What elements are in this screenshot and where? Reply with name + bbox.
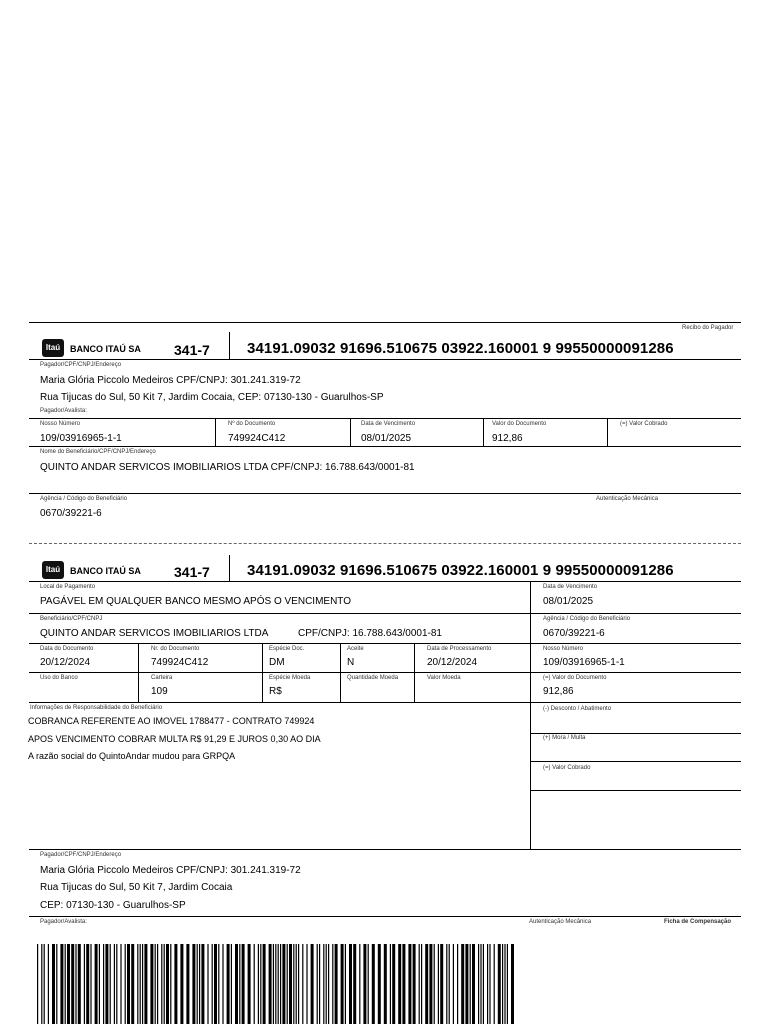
slip-nosso-numero-label: Nosso Número	[543, 646, 584, 652]
barcode-bar	[65, 944, 66, 1024]
barcode-bar	[472, 944, 475, 1024]
receipt-top-rule	[29, 322, 741, 323]
barcode-bar	[421, 944, 422, 1024]
barcode-bar	[258, 944, 259, 1024]
slip-accept: N	[347, 657, 355, 668]
slip-right-rule-1	[530, 733, 741, 734]
slip-agency: 0670/39221-6	[543, 628, 605, 639]
slip-fine-label: (+) Mora / Multa	[543, 735, 586, 741]
slip-nosso-numero: 109/03916965-1-1	[543, 657, 625, 668]
barcode-bar	[150, 944, 153, 1024]
slip-accept-label: Aceite	[347, 646, 364, 652]
barcode-bar	[478, 944, 479, 1024]
barcode-bar	[289, 944, 292, 1024]
slip-due: 08/01/2025	[543, 596, 594, 607]
slip-currency-label: Espécie Moeda	[269, 675, 311, 681]
slip-header-rule	[29, 581, 741, 582]
barcode-bar	[71, 944, 74, 1024]
barcode-bar	[489, 944, 490, 1024]
barcode-bar	[116, 944, 117, 1024]
barcode-bar	[254, 944, 255, 1024]
barcode-bar	[86, 944, 89, 1024]
barcode-bar	[52, 944, 55, 1024]
barcode-bar	[461, 944, 464, 1024]
barcode-bar	[186, 944, 189, 1024]
slip-qty-label: Quantidade Moeda	[347, 675, 399, 681]
barcode-bar	[231, 944, 232, 1024]
barcode-bar	[137, 944, 138, 1024]
barcode-bar	[363, 944, 366, 1024]
receipt-nosso-numero: 109/03916965-1-1	[40, 433, 122, 444]
receipt-title: Recibo do Pagador	[682, 325, 734, 331]
slip-doc-value-label: (=) Valor do Documento	[543, 675, 607, 681]
barcode-bar	[84, 944, 85, 1024]
barcode-bar	[67, 944, 70, 1024]
barcode-bar	[372, 944, 375, 1024]
barcode-bar	[398, 944, 401, 1024]
barcode-bar	[429, 944, 432, 1024]
receipt-beneficiary: QUINTO ANDAR SERVICOS IMOBILIARIOS LTDA CPF/CNPJ: 16.788.643/0001-81	[40, 462, 415, 473]
barcode-bar	[99, 944, 100, 1024]
barcode-bar	[275, 944, 276, 1024]
barcode-bar	[402, 944, 405, 1024]
barcode-bar	[214, 944, 217, 1024]
slip-kind-label: Espécie Doc.	[269, 646, 305, 652]
slip-bank-use-label: Uso do Banco	[40, 675, 78, 681]
slip-row-rule-6	[29, 916, 741, 917]
slip-kind: DM	[269, 657, 285, 668]
barcode-bar	[457, 944, 458, 1024]
receipt-agency: 0670/39221-6	[40, 508, 102, 519]
barcode-bar	[197, 944, 198, 1024]
bank-code-2: 341-7	[174, 564, 210, 580]
slip-payer-address-2: CEP: 07130-130 - Guarulhos-SP	[40, 900, 186, 911]
barcode-bar	[296, 944, 297, 1024]
barcode-bar	[127, 944, 130, 1024]
itau-logo-2: Itaú	[42, 561, 64, 579]
barcode-bar	[242, 944, 245, 1024]
itau-logo: Itaú	[42, 339, 64, 357]
slip-num-doc: 749924C412	[151, 657, 209, 668]
barcode-bar	[170, 944, 171, 1024]
barcode-bar	[157, 944, 158, 1024]
barcode-bar	[311, 944, 314, 1024]
slip-right-rule-2	[530, 761, 741, 762]
barcode-bar	[48, 944, 49, 1024]
slip-row-rule-4	[29, 702, 741, 703]
barcode-bar	[368, 944, 369, 1024]
barcode-bar	[60, 944, 63, 1024]
slip-currency: R$	[269, 686, 282, 697]
receipt-row-rule-2	[29, 446, 741, 447]
barcode-bar	[349, 944, 352, 1024]
barcode-bar	[326, 944, 327, 1024]
barcode-bar	[470, 944, 471, 1024]
receipt-nosso-numero-label: Nosso Número	[40, 421, 81, 427]
barcode-bar	[449, 944, 450, 1024]
barcode-bar	[280, 944, 281, 1024]
slip-comp-label: Ficha de Compensação	[664, 919, 732, 925]
slip-info-line-2: APOS VENCIMENTO COBRAR MULTA R$ 91,29 E JUROS 0,30 AO DIA	[28, 734, 321, 744]
barcode-bar	[487, 944, 488, 1024]
barcode-bar	[507, 944, 508, 1024]
barcode-bar	[306, 944, 307, 1024]
slip-doc-date-label: Data do Documento	[40, 646, 94, 652]
cut-line	[29, 543, 741, 544]
receipt-payer-name: Maria Glória Piccolo Medeiros CPF/CNPJ: 301.241.319-72	[40, 375, 301, 386]
barcode-bar	[328, 944, 329, 1024]
receipt-auth-label: Autenticação Mecânica	[596, 496, 659, 502]
slip-value-label: Valor Moeda	[427, 675, 461, 681]
header-divider-2	[229, 555, 230, 581]
barcode-bar	[110, 944, 111, 1024]
bank-name: BANCO ITAÚ SA	[70, 344, 141, 354]
barcode-bar	[341, 944, 344, 1024]
receipt-num-doc: 749924C412	[228, 433, 286, 444]
receipt-due: 08/01/2025	[361, 433, 412, 444]
digitable-line-2[interactable]: 34191.09032 91696.510675 03922.160001 9 99550000091286	[247, 562, 674, 579]
barcode-bar	[511, 944, 514, 1024]
barcode-bar	[192, 944, 195, 1024]
barcode-bar	[164, 944, 165, 1024]
barcode-bar	[440, 944, 443, 1024]
slip-payment-place-label: Local de Pagamento	[40, 584, 96, 590]
barcode-bar	[278, 944, 279, 1024]
slip-beneficiary-name: QUINTO ANDAR SERVICOS IMOBILIARIOS LTDA	[40, 628, 269, 639]
barcode-bar	[384, 944, 387, 1024]
barcode-bar	[222, 944, 223, 1024]
barcode-bar	[75, 944, 76, 1024]
slip-info-line-3: A razão social do QuintoAndar mudou para GRPQA	[28, 751, 236, 761]
barcode-bar	[302, 944, 303, 1024]
slip-agency-label: Agência / Código do Beneficiário	[543, 616, 631, 622]
slip-proc-date-label: Data de Processamento	[427, 646, 492, 652]
barcode-bar	[287, 944, 288, 1024]
barcode-bar	[180, 944, 183, 1024]
barcode-bar	[353, 944, 356, 1024]
barcode-bar	[392, 944, 395, 1024]
receipt-col-divider-3	[483, 418, 484, 446]
barcode-bar	[125, 944, 126, 1024]
slip-doc-date: 20/12/2024	[40, 657, 91, 668]
slip-row-rule-2	[29, 643, 741, 644]
barcode-bar	[419, 944, 420, 1024]
barcode-bar	[502, 944, 503, 1024]
barcode-bar	[465, 944, 468, 1024]
barcode-bar	[335, 944, 338, 1024]
barcode-bar	[319, 944, 320, 1024]
slip-guarantor-label: Pagador/Avalista:	[40, 919, 87, 925]
slip-info-label: Informações de Responsabilidade do Beneficiário	[30, 705, 163, 711]
barcode-bar	[140, 944, 141, 1024]
digitable-line[interactable]: 34191.09032 91696.510675 03922.160001 9 99550000091286	[247, 340, 674, 357]
barcode-bar	[142, 944, 143, 1024]
barcode-bar	[480, 944, 481, 1024]
receipt-doc-value-label: Valor do Documento	[492, 421, 547, 427]
barcode-bar	[120, 944, 121, 1024]
slip-payer-address-1: Rua Tijucas do Sul, 50 Kit 7, Jardim Cocaia	[40, 882, 233, 893]
barcode-bar	[227, 944, 230, 1024]
barcode-bar	[453, 944, 454, 1024]
barcode-bar	[90, 944, 91, 1024]
barcode-bar	[434, 944, 435, 1024]
slip-info-line-1: COBRANCA REFERENTE AO IMOVEL 1788477 - CONTRATO 749924	[28, 716, 315, 726]
receipt-payer-address: Rua Tijucas do Sul, 50 Kit 7, Jardim Cocaia, CEP: 07130-130 - Guarulhos-SP	[40, 392, 384, 403]
barcode-bar	[174, 944, 177, 1024]
barcode-bar	[282, 944, 285, 1024]
barcode-bar	[212, 944, 213, 1024]
receipt-header-rule	[29, 359, 741, 360]
barcode-bar	[446, 944, 447, 1024]
barcode-bar	[103, 944, 104, 1024]
barcode-bar	[438, 944, 439, 1024]
slip-auth-label: Autenticação Mecânica	[529, 919, 592, 925]
receipt-col-divider-1	[215, 418, 216, 446]
barcode-bar	[293, 944, 294, 1024]
barcode-bar	[345, 944, 346, 1024]
slip-doc-value: 912,86	[543, 686, 574, 697]
barcode-bar	[144, 944, 147, 1024]
barcode-bar	[390, 944, 391, 1024]
receipt-guarantor-label: Pagador/Avalista:	[40, 408, 87, 414]
barcode-bar	[207, 944, 208, 1024]
slip-row-rule-1	[29, 613, 741, 614]
receipt-row-rule-1	[29, 418, 741, 419]
slip-right-divider	[530, 581, 531, 849]
bank-code: 341-7	[174, 342, 210, 358]
slip-payer-label: Pagador/CPF/CNPJ/Endereço	[40, 852, 122, 858]
barcode-bar	[166, 944, 169, 1024]
receipt-col-divider-4	[607, 418, 608, 446]
receipt-payer-label: Pagador/CPF/CNPJ/Endereço	[40, 362, 122, 368]
receipt-beneficiary-label: Nome do Beneficiário/CPF/CNPJ/Endereço	[40, 449, 156, 455]
barcode-bar	[483, 944, 484, 1024]
slip-wallet-label: Carteira	[151, 675, 173, 681]
slip-beneficiary-doc: CPF/CNPJ: 16.788.643/0001-81	[298, 628, 442, 639]
barcode-bar	[155, 944, 156, 1024]
barcode-bar	[378, 944, 381, 1024]
bank-name-2: BANCO ITAÚ SA	[70, 566, 141, 576]
barcode-bar	[298, 944, 299, 1024]
receipt-row-rule-3	[29, 493, 741, 494]
slip-num-doc-label: Nr. do Documento	[151, 646, 200, 652]
barcode-bar	[359, 944, 360, 1024]
barcode-bar	[494, 944, 495, 1024]
barcode-bar	[498, 944, 501, 1024]
slip-row-rule-5	[29, 849, 741, 850]
barcode-bar	[425, 944, 428, 1024]
barcode-bar	[413, 944, 416, 1024]
slip-discount-label: (-) Desconto / Abatimento	[543, 706, 612, 712]
barcode-bar	[239, 944, 240, 1024]
slip-payer-name: Maria Glória Piccolo Medeiros CPF/CNPJ: 301.241.319-72	[40, 865, 301, 876]
barcode-bar	[37, 944, 38, 1024]
receipt-agency-label: Agência / Código do Beneficiário	[40, 496, 128, 502]
barcode-bar	[218, 944, 219, 1024]
barcode-bar	[131, 944, 134, 1024]
barcode-bar	[41, 944, 42, 1024]
barcode-bar	[201, 944, 204, 1024]
barcode-bar	[273, 944, 274, 1024]
barcode-bar	[317, 944, 318, 1024]
barcode-bar	[105, 944, 108, 1024]
barcode-bar	[323, 944, 324, 1024]
receipt-num-doc-label: Nº do Documento	[228, 421, 276, 427]
slip-payment-place: PAGÁVEL EM QUALQUER BANCO MESMO APÓS O VENCIMENTO	[40, 596, 351, 607]
barcode-bar	[269, 944, 272, 1024]
receipt-col-divider-2	[350, 418, 351, 446]
slip-beneficiary-label: Beneficiário/CPF/CNPJ	[40, 616, 103, 622]
slip-due-label: Data de Vencimento	[543, 584, 598, 590]
barcode-bar	[78, 944, 81, 1024]
barcode-bar	[504, 944, 505, 1024]
slip-row-rule-3	[29, 672, 741, 673]
barcode-bar	[56, 944, 57, 1024]
barcode-bar	[263, 944, 266, 1024]
barcode	[37, 944, 517, 1024]
barcode-bar	[95, 944, 98, 1024]
receipt-doc-value: 912,86	[492, 433, 523, 444]
barcode-bar	[408, 944, 411, 1024]
receipt-charged-label: (=) Valor Cobrado	[620, 421, 668, 427]
barcode-bar	[199, 944, 200, 1024]
barcode-bar	[161, 944, 162, 1024]
slip-right-rule-3	[530, 790, 741, 791]
barcode-bar	[114, 944, 115, 1024]
slip-charged-label: (=) Valor Cobrado	[543, 765, 591, 771]
barcode-bar	[332, 944, 333, 1024]
barcode-bar	[44, 944, 45, 1024]
barcode-bar	[248, 944, 251, 1024]
slip-wallet: 109	[151, 686, 168, 697]
slip-proc-date: 20/12/2024	[427, 657, 478, 668]
barcode-bar	[260, 944, 261, 1024]
receipt-due-label: Data de Vencimento	[361, 421, 416, 427]
barcode-bar	[235, 944, 238, 1024]
header-divider	[229, 332, 230, 359]
